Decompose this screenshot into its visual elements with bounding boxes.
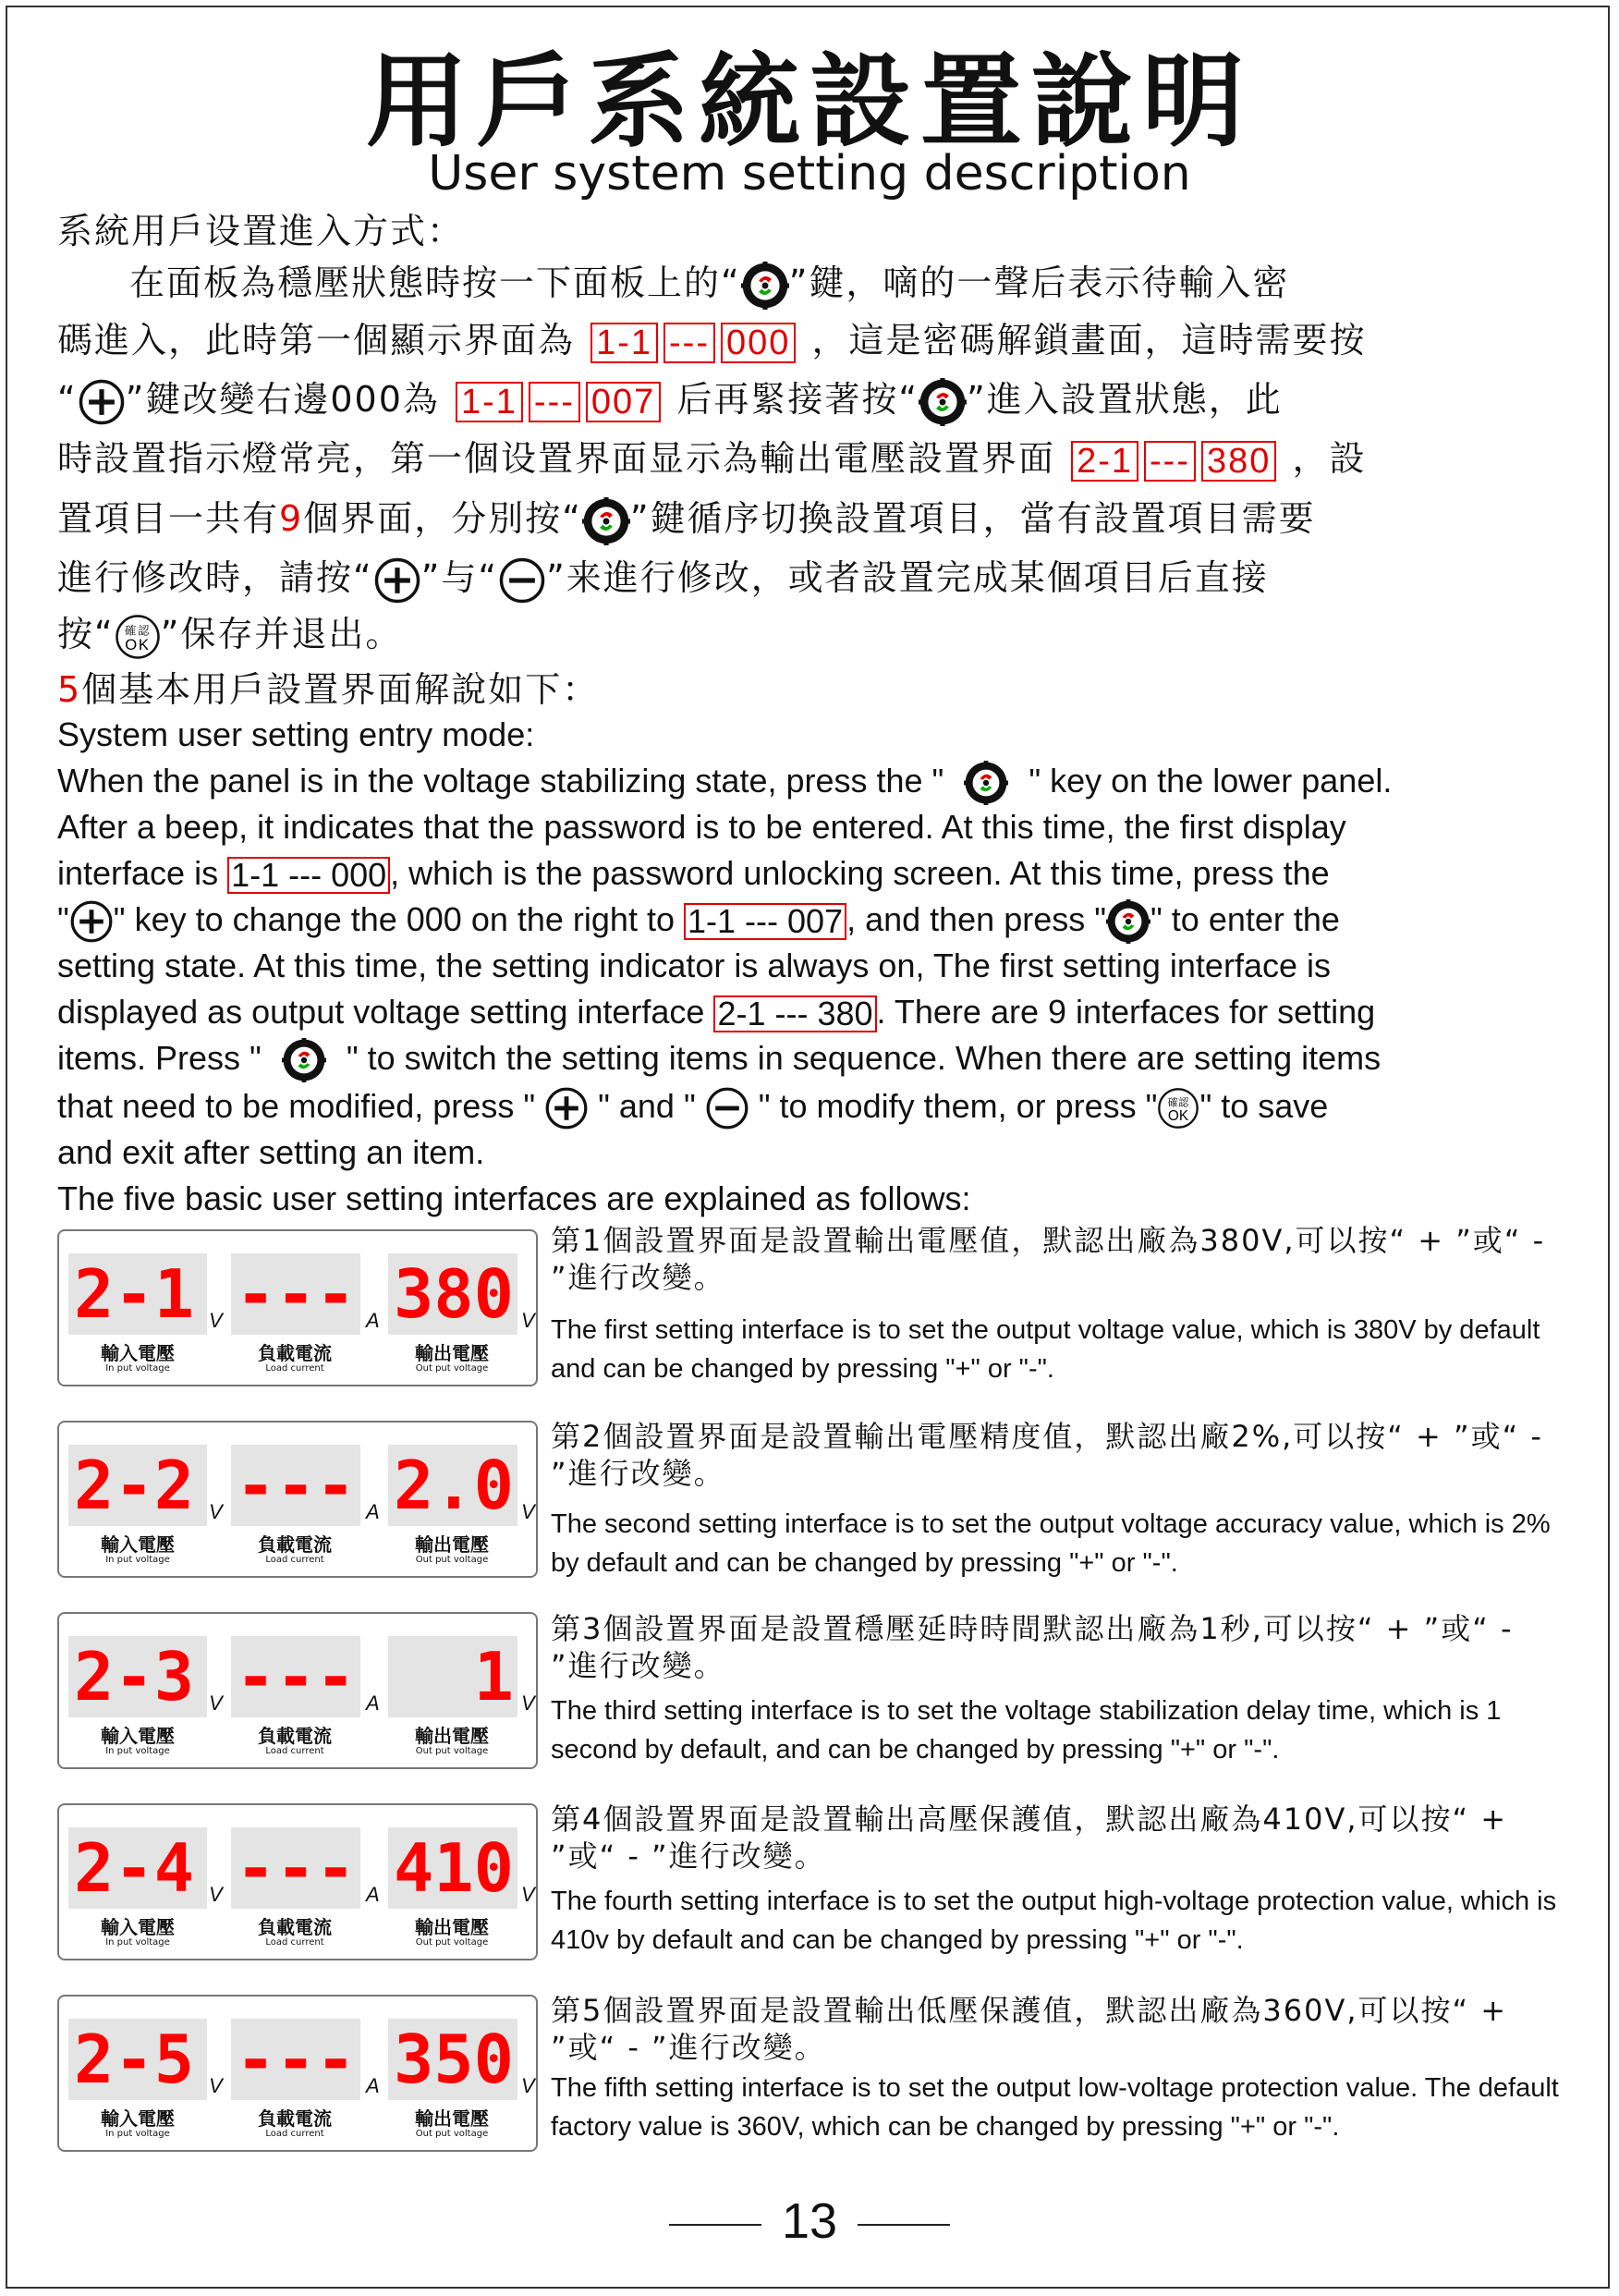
load-current-label: 負載電流: [258, 2107, 332, 2130]
display-middle: ---: [231, 1636, 360, 1717]
en-line-5: [57, 897, 1340, 944]
cn-text: ”保存并退出。: [160, 614, 403, 654]
page-title-chinese: 用戶系統設置說明: [366, 43, 1253, 161]
cn-text: 個界面，分別按“: [303, 498, 582, 539]
display-left: 2-4: [68, 1827, 207, 1909]
interface-5-desc-en: The fifth setting interface is to set the output low-voltage protection value. The default factory value is 360V, which can be changed by pressing "+" or "-".: [551, 2073, 1559, 2142]
display-left: 2-1: [68, 1253, 207, 1335]
output-voltage-label: 輸出電壓: [415, 1725, 489, 1747]
page-number-rule-right: [858, 2224, 950, 2226]
unit-a: A: [366, 1309, 380, 1332]
page-number-text: 13: [781, 2193, 838, 2249]
input-voltage-sublabel: In put voltage: [105, 1937, 170, 1948]
ok-icon-en: OK: [1168, 1108, 1189, 1125]
en-text: " and ": [598, 1087, 696, 1125]
load-current-label: 負載電流: [258, 1342, 332, 1364]
en-text: items. Press ": [57, 1039, 262, 1077]
en-text: displayed as output voltage setting interface: [57, 993, 714, 1031]
unit-a: A: [366, 2074, 380, 2097]
en-line-9: [57, 1083, 1328, 1130]
en-text: When the panel is in the voltage stabilizing state, press the ": [57, 762, 944, 800]
unit-v: V: [521, 1883, 535, 1906]
cn-text: 按“: [57, 614, 115, 654]
ok-icon-cn: 確認: [1167, 1096, 1189, 1110]
output-voltage-label: 輸出電壓: [415, 1916, 489, 1938]
display-middle: ---: [231, 2019, 360, 2100]
cn-text: 時設置指示燈常亮，第一個设置界面显示為輸出電壓設置界面: [57, 438, 1056, 479]
unit-v: V: [209, 1691, 223, 1715]
cn-text: 置項目一共有: [57, 498, 280, 539]
load-current-sublabel: Load current: [265, 1746, 324, 1756]
cn-text: ”鍵改變右邊000為: [125, 379, 440, 420]
input-voltage-label: 輸入電壓: [101, 1725, 175, 1747]
output-voltage-label: 輸出電壓: [415, 2107, 489, 2130]
cn-para-line-7: [57, 608, 402, 660]
load-current-sublabel: Load current: [265, 1555, 324, 1565]
display-right: 410: [388, 1827, 517, 1909]
en-text: " to modify them, or press ": [758, 1087, 1158, 1125]
cn-text: 碼進入，此時第一個顯示界面為: [57, 320, 576, 360]
en-text: " to save: [1199, 1087, 1329, 1125]
display-middle: ---: [231, 1827, 360, 1909]
en-text: , and then press ": [846, 900, 1107, 938]
minus-key-icon: [705, 1086, 749, 1130]
en-text: ": [57, 900, 69, 938]
code-display: ---: [1144, 441, 1196, 482]
set-key-icon: [741, 262, 789, 310]
en-text: " key to change the 000 on the right to: [113, 900, 684, 938]
page-title-english: User system setting description: [428, 146, 1191, 202]
en-text: . There are 9 interfaces for setting: [876, 993, 1376, 1031]
en-line-1: System user setting entry mode:: [57, 715, 535, 753]
interface-2-desc-en: The second setting interface is to set the output voltage accuracy value, which is 2% by default and can be changed by pressing "+" or "-".: [551, 1509, 1551, 1578]
ok-icon-cn: 確認: [124, 623, 151, 637]
cn-text: “: [57, 379, 78, 420]
cn-text: 進行修改時，請按“: [57, 557, 373, 598]
interface-4-desc-cn: 第4個設置界面是設置輸出高壓保護值，默認出廠為410V,可以按“ + ”或“ - ”進行改變。: [551, 1801, 1508, 1874]
interface-panel-2: [57, 1421, 538, 1578]
display-right: 1: [388, 1636, 517, 1717]
cn-text: 個基本用戶設置界面解說如下：: [81, 669, 600, 710]
en-line-3: After a beep, it indicates that the password is to be entered. At this time, the first display: [57, 808, 1346, 846]
page-number: [0, 2189, 1619, 2253]
code-display: ---: [663, 323, 715, 363]
interface-panel-1: [57, 1229, 538, 1386]
ok-key-icon: [115, 614, 161, 660]
load-current-label: 負載電流: [258, 1725, 332, 1747]
interface-panel-3: [57, 1612, 538, 1769]
en-line-6: setting state. At this time, the setting indicator is always on, The first setting interface is: [57, 946, 1331, 984]
code-display: 000: [721, 323, 796, 363]
cn-text: ，這是密碼解鎖畫面，這時需要按: [811, 320, 1367, 360]
unit-v: V: [209, 1500, 223, 1523]
display-left: 2-2: [68, 1445, 207, 1526]
cn-red-number: 9: [279, 498, 304, 539]
code-display: 380: [1201, 441, 1276, 482]
unit-v: V: [209, 2074, 223, 2097]
display-middle: ---: [231, 1253, 360, 1335]
input-voltage-sublabel: In put voltage: [105, 1555, 170, 1565]
set-key-icon: [282, 1038, 326, 1082]
unit-a: A: [366, 1500, 380, 1523]
output-voltage-sublabel: Out put voltage: [415, 1555, 489, 1565]
cn-text: ”進入設置狀態，此: [967, 379, 1283, 420]
load-current-label: 負載電流: [258, 1916, 332, 1938]
interface-panel-4: [57, 1803, 538, 1960]
ok-key-icon: [1157, 1087, 1199, 1130]
cn-para-line-3: [57, 373, 1283, 426]
minus-key-icon: [498, 556, 546, 605]
interface-4-desc-en: The fourth setting interface is to set the output high-voltage protection value, which is 410v by default and can be changed by pressing "+" or "-".: [551, 1887, 1557, 1955]
input-voltage-label: 輸入電壓: [101, 1342, 175, 1364]
set-key-icon: [1106, 899, 1150, 944]
interface-2-desc-cn: 第2個設置界面是設置輸出電壓精度值，默認出廠2%,可以按“ + ”或“ - ”進行改變。: [551, 1419, 1543, 1491]
code-display: ---: [529, 382, 580, 422]
plus-key-icon: [78, 378, 126, 426]
unit-v: V: [521, 1500, 535, 1523]
output-voltage-sublabel: Out put voltage: [415, 1746, 489, 1756]
cn-text: ”鍵循序切換設置項目，當有設置項目需要: [629, 498, 1316, 539]
cn-text: ，設: [1292, 438, 1367, 479]
cn-text: 在面板為穩壓狀態時按一下面板上的“: [129, 263, 741, 303]
output-voltage-label: 輸出電壓: [415, 1533, 489, 1556]
code-display: 2-1: [1071, 441, 1138, 482]
code-display: 007: [586, 382, 661, 422]
en-line-10: and exit after setting an item.: [57, 1133, 485, 1171]
code-display: 1-1 --- 007: [684, 903, 846, 940]
display-left: 2-5: [68, 2019, 207, 2100]
cn-para-line-1: [129, 257, 1289, 310]
output-voltage-sublabel: Out put voltage: [415, 1937, 489, 1948]
interface-3-desc-en: The third setting interface is to set the voltage stabilization delay time, which is 1 second by default, and can be changed by pressing "+" or "-".: [551, 1696, 1502, 1765]
interface-1-desc-en: The first setting interface is to set the output voltage value, which is 380V by default and can be changed by pressing "+" or "-".: [551, 1315, 1540, 1384]
interface-5-desc-cn: 第5個設置界面是設置輸出低壓保護值，默認出廠為360V,可以按“ + ”或“ - ”進行改變。: [551, 1993, 1508, 2065]
cn-para-line-5: [57, 493, 1316, 545]
set-key-icon: [582, 497, 630, 545]
interface-3-desc-cn: 第3個設置界面是設置穩壓延時時間默認出廠為1秒,可以按“ + ”或“ - ”進行改變。: [551, 1611, 1514, 1683]
display-right: 350: [388, 2019, 517, 2100]
output-voltage-label: 輸出電壓: [415, 1342, 489, 1364]
input-voltage-sublabel: In put voltage: [105, 1746, 170, 1756]
display-middle: ---: [231, 1445, 360, 1526]
display-right: 380: [388, 1253, 517, 1335]
code-display: 1-1: [456, 382, 523, 422]
plus-key-icon: [544, 1086, 589, 1130]
interface-panel-5: [57, 1995, 538, 2152]
output-voltage-sublabel: Out put voltage: [415, 2129, 489, 2139]
unit-a: A: [366, 1691, 380, 1715]
input-voltage-sublabel: In put voltage: [105, 2129, 170, 2139]
unit-v: V: [209, 1309, 223, 1332]
unit-v: V: [521, 1691, 535, 1715]
unit-v: V: [209, 1883, 223, 1906]
cn-para-line-6: [57, 552, 1269, 605]
input-voltage-label: 輸入電壓: [101, 2107, 175, 2130]
en-line-11: The five basic user setting interfaces are explained as follows:: [57, 1179, 971, 1217]
cn-red-number: 5: [57, 669, 82, 710]
unit-v: V: [521, 1309, 535, 1332]
load-current-label: 負載電流: [258, 1533, 332, 1556]
unit-a: A: [366, 1883, 380, 1906]
display-right: 2.0: [388, 1445, 517, 1526]
en-text: " to switch the setting items in sequence. When there are setting items: [346, 1039, 1382, 1077]
input-voltage-label: 輸入電壓: [101, 1916, 175, 1938]
output-voltage-sublabel: Out put voltage: [415, 1363, 489, 1374]
interface-1-desc-cn: 第1個設置界面是設置輸出電壓值，默認出廠為380V,可以按“ + ”或“ - ”進行改變。: [551, 1223, 1546, 1295]
cn-para-line-4: [57, 433, 1367, 484]
cn-text: ”鍵，嘀的一聲后表示待輸入密: [788, 263, 1290, 303]
cn-text: 后再緊接著按“: [676, 379, 919, 420]
en-text: " to enter the: [1150, 900, 1340, 938]
en-text: interface is: [57, 854, 228, 892]
ok-icon-en: OK: [124, 635, 151, 653]
load-current-sublabel: Load current: [265, 2129, 324, 2139]
set-key-icon: [964, 761, 1008, 805]
en-line-2: [57, 758, 1392, 805]
code-display: 1-1 --- 000: [227, 857, 390, 894]
unit-v: V: [521, 2074, 535, 2097]
en-line-7: [57, 989, 1375, 1035]
load-current-sublabel: Load current: [265, 1937, 324, 1948]
cn-text: ”来進行修改，或者設置完成某個項目后直接: [546, 557, 1269, 598]
cn-para-line-2: [57, 314, 1367, 366]
page-number-rule-left: [669, 2224, 761, 2226]
cn-text: ”与“: [420, 557, 499, 598]
code-display: 2-1 --- 380: [713, 995, 876, 1032]
code-display: 1-1: [590, 323, 658, 363]
set-key-icon: [919, 378, 967, 426]
input-voltage-sublabel: In put voltage: [105, 1363, 170, 1374]
display-left: 2-3: [68, 1636, 207, 1717]
en-text: " key on the lower panel.: [1029, 762, 1393, 800]
en-line-8: [57, 1035, 1381, 1082]
plus-key-icon: [69, 899, 114, 944]
cn-five-heading: [57, 664, 599, 715]
en-line-4: [57, 850, 1330, 897]
en-text: , which is the password unlocking screen. At this time, press the: [390, 854, 1330, 892]
load-current-sublabel: Load current: [265, 1363, 324, 1374]
input-voltage-label: 輸入電壓: [101, 1533, 175, 1556]
cn-entry-heading: 系統用戶设置進入方式：: [57, 211, 465, 251]
en-text: that need to be modified, press ": [57, 1087, 536, 1125]
plus-key-icon: [373, 556, 421, 605]
